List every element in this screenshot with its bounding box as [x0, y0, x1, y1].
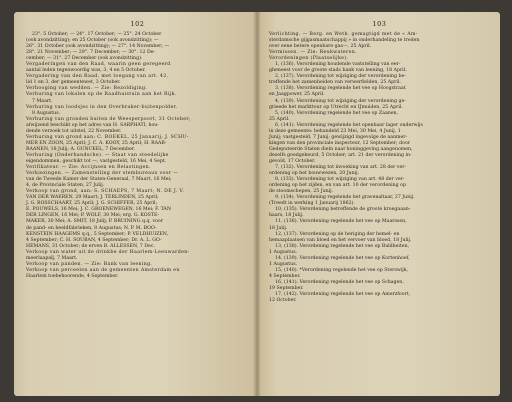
page-text	[26, 32, 249, 280]
text-line: KENSTEIN HAAGEMS q.q., 5 September; P. VELDHUIZEN,	[26, 231, 169, 237]
text-line: 6, (141). Verordening regelende het openbaar lager onderwijs	[275, 122, 423, 128]
text-line: 3, (138). Verordening regelende het vee op Hoogstraat	[275, 86, 406, 92]
text-line: 2, (137). Verordening tot wijziging der verordening be-	[275, 74, 406, 80]
text-line: 1 Augustus.	[269, 249, 298, 255]
text-line: VAN DER WAEREN, 29 Maart; J. TERLINDEN, 25 April;	[26, 195, 159, 201]
text-line: 23°. 5 October; — 24°. 17 October; — 25°. 24 October	[32, 32, 162, 37]
text-line: DER LINGEN, 16 Mei; P. WOLF, 30 Mei; erg. G. KOSTE-	[26, 213, 160, 219]
text-line: Vergaderingen van den Raad, waarin geen geregeerd	[26, 62, 171, 68]
text-line: 4, de Provinciale Staten, 27 Julij.	[26, 183, 105, 189]
text-line: aantal leden tegenwoordig was, 3, 4 en 5 October.	[26, 68, 146, 74]
text-line: E. POUWELS, 16 Mei; J. C. GROENEWEGEN, 16 Mei; F. TAN	[26, 207, 171, 213]
text-line: gevold, 17 October.	[269, 158, 316, 164]
text-line: de stoomschepen, 25 Junij.	[269, 189, 334, 195]
text-line: 11, (136). Verordening regelende het vee op Maarssen,	[275, 219, 407, 225]
text-line: 5, (140). Verordening regelende het vee op Zaanen,	[275, 110, 399, 116]
text-line: Verkoop van water uit de drinkbe der Haarlem-Leeuwarden-	[26, 249, 190, 255]
page-number: 102	[130, 20, 145, 28]
text-line: Vergadering van den Raad, met toegang van art. 42,	[26, 74, 169, 80]
text-line: hemaaplaatsen van bloed en het vervoer van bloed, 18 Julij.	[269, 237, 412, 243]
text-line: 10, (135). Verordening betreffende de groote kroegaaan-	[275, 207, 411, 213]
left-page	[14, 12, 257, 396]
right-page	[257, 12, 500, 396]
text-line: meerlaapalj, 7 Maart.	[26, 255, 78, 261]
text-line: 4 September; C. H. SOUBAN, 4 September; Dr. A. L. GO-	[26, 237, 162, 243]
text-line: 18 Julij.	[269, 225, 288, 231]
text-line: 12 October.	[269, 298, 297, 304]
text-line: 14, (139). Verordening regelende het vee op Kortenhoef,	[275, 255, 410, 261]
text-line: kingen van den provinciale inspecteur, 12 September; door	[269, 140, 411, 146]
text-line: Verhuring van loodsjes in den Overbraker-buitenpolder.	[26, 104, 178, 110]
text-line: 26°. 31 October (ook avondzitting); — 27°. 14 November; —	[26, 44, 170, 50]
text-line: Verhuring van grond aan: C. BOEKEL, 25 Januarij; J. SCHU-	[26, 134, 189, 140]
text-line: eigendommen, geschikt tot —, vastgesteld, 16 Mei, 4 Sept.	[26, 158, 167, 164]
open-book	[14, 12, 500, 396]
text-line: lid 1 en 3, der gemeentewet, 3 October.	[26, 80, 121, 86]
text-line: 1 Augustus.	[269, 261, 298, 267]
page-text	[269, 32, 490, 304]
text-line: J. G. BOSSCHAART, 25 April; J. G. SCHIFFER, 25 April;	[26, 201, 158, 207]
text-line: Verkiezingen. — Zamenstelling der stembureaux voor —	[26, 171, 179, 177]
text-line: 13, (138). Verordening regelende het vee op Baldheiten,	[275, 243, 410, 249]
text-line: 16, (141). Verordening regelende het vee op Schagen,	[275, 279, 404, 285]
text-line: grieede het markttour op Utrecht en IJmuiden, 25 April.	[269, 104, 403, 110]
text-line: Verkoop van panden. — Zie: Bank van leening.	[26, 261, 153, 267]
text-line: haars, 18 Julij.	[269, 213, 304, 219]
text-line: Verhuring van gronden buiten de Weesperpoort, 31 October;	[26, 116, 191, 122]
text-line: RAANEN, 18 Julij; A. GUNCKEL, 7 December.	[26, 146, 136, 152]
text-line: afwijzend beschikt op het adres van H. SARPHATI, hou-	[26, 122, 159, 128]
text-line: 4 September.	[269, 273, 301, 279]
text-line: Verhuring (Onderhandsche). — Staat van steedelijke	[26, 152, 169, 158]
text-line: de pand- en beeldfabrieken, 8 Augustus; N. P. M. BOO-	[26, 225, 157, 231]
text-line: 19 September.	[269, 285, 304, 291]
text-line: 12, (137). Verordening op de heriging der hemel- en	[275, 231, 400, 237]
text-line: MER EN ZOON, 25 April; J. C. A. KOOY, 25 April; H. RAAB-	[26, 140, 167, 146]
text-line: Vermissen. — Zie: Reukwateren.	[269, 50, 357, 56]
text-line: dende verzoek tot uitstel, 22 November.	[26, 128, 122, 134]
text-line: 1, (136). Verordening houdende vaststelling van eer-	[275, 62, 401, 68]
text-line: 28°. 21 November; — 29°. 7 December; — 30°. 12 De-	[26, 50, 156, 56]
text-line: 9, (134). Verordening regelende het gravenaltaar, 27 Junij.	[275, 195, 415, 201]
text-line: 7, (132). Verordening tot invoeking van art. 28 der ver-	[275, 165, 407, 171]
text-line: 8 Augustus.	[32, 110, 61, 116]
text-line: ordening op het bouwwezen, 20 Junij.	[269, 171, 360, 177]
text-line: Haarlem toebehoorende, 4 September.	[26, 273, 119, 279]
text-line: (Treedt in werking 1 Januarij 1862).	[269, 201, 355, 207]
text-line: 17, (142). Verordening regelende het vee op Amerzfoort,	[275, 292, 411, 298]
text-line: HEMANS, 31 October; de erven B. ALLESSEN, 7 Dec.	[26, 243, 155, 249]
text-line: Verhuring van lokalen op de Raadhuistuin aan het Rijk.	[26, 92, 177, 98]
text-line: Verkoop van grond, aan: S. SCHAEPS, 7 Maart; N. DE J. V.	[26, 189, 185, 195]
text-line: 15, (140). *Verordening regelende het vee op Sterswijk,	[275, 267, 409, 273]
text-line: in deze gemeente: behandeld 23 Mei, 30 Mei, 4 Junij, 1	[269, 128, 401, 134]
text-line: en Jaagpower, 25 April.	[269, 92, 325, 98]
text-line: Junij; vastgesteld, 7 Junij; gewijzigd ingevolge de aanmer-	[269, 134, 408, 140]
text-line: 7 Maart.	[32, 98, 53, 104]
text-line: 25 April.	[269, 116, 290, 122]
text-line: sterdamsche gijgasmaatschappij » in onderhandeling te treden	[269, 38, 420, 44]
page-number: 103	[372, 20, 387, 28]
text-line: ordening op het zijden, en van art. 10 der verordening op	[269, 183, 406, 189]
text-line: van de Tweede Kamer der Staten-Generaal, 7 Maart, 16 Mei;	[26, 177, 172, 183]
text-line: gheneest voor de groote stads bank van leening, 18 April.	[269, 68, 407, 74]
text-line: Gedeputeerde Staten dieln naar koninggeving aangenomen,	[269, 146, 413, 152]
text-line: 4, (139). Verordening tot wijziging der verordening ge-	[275, 98, 406, 104]
text-line: Verordeningen (Plaatselijke).	[269, 56, 349, 62]
text-line: Verkoop van perceelen aan de gemeenten Amsterdam en	[26, 267, 180, 273]
text-line: MAKER, 30 Mei; A. SMIT, 18 Julij; P. BRUINING q.q. voor	[26, 219, 163, 225]
text-line: over eene betere openbare gas—, 25 April.	[269, 44, 372, 50]
text-line: 8, (133). Verordening tot wijziging van art. 48 der ver-	[275, 177, 405, 183]
text-line: Verifikateur. — Zie: Accijnsen en Belastingen.	[26, 165, 151, 171]
text-line: treffende het zamenheiden van verwerfielden, 25 April.	[269, 80, 401, 86]
text-line: Verhooging van wedden. — Zie: Bezoldiging.	[26, 86, 148, 92]
text-line: dezelfs goedgekeurd, 5 October; art. 21 der verordening in-	[269, 152, 412, 158]
text-line: Verlichting. — Berg. en Weth. gemagtigd met de « Am-	[269, 32, 418, 37]
text-line: (ook avondzitting); en 25 October (ook avondzitting); —	[26, 38, 159, 44]
text-line: cember; — 31°. 27 December (ook avondzitting).	[26, 56, 143, 62]
